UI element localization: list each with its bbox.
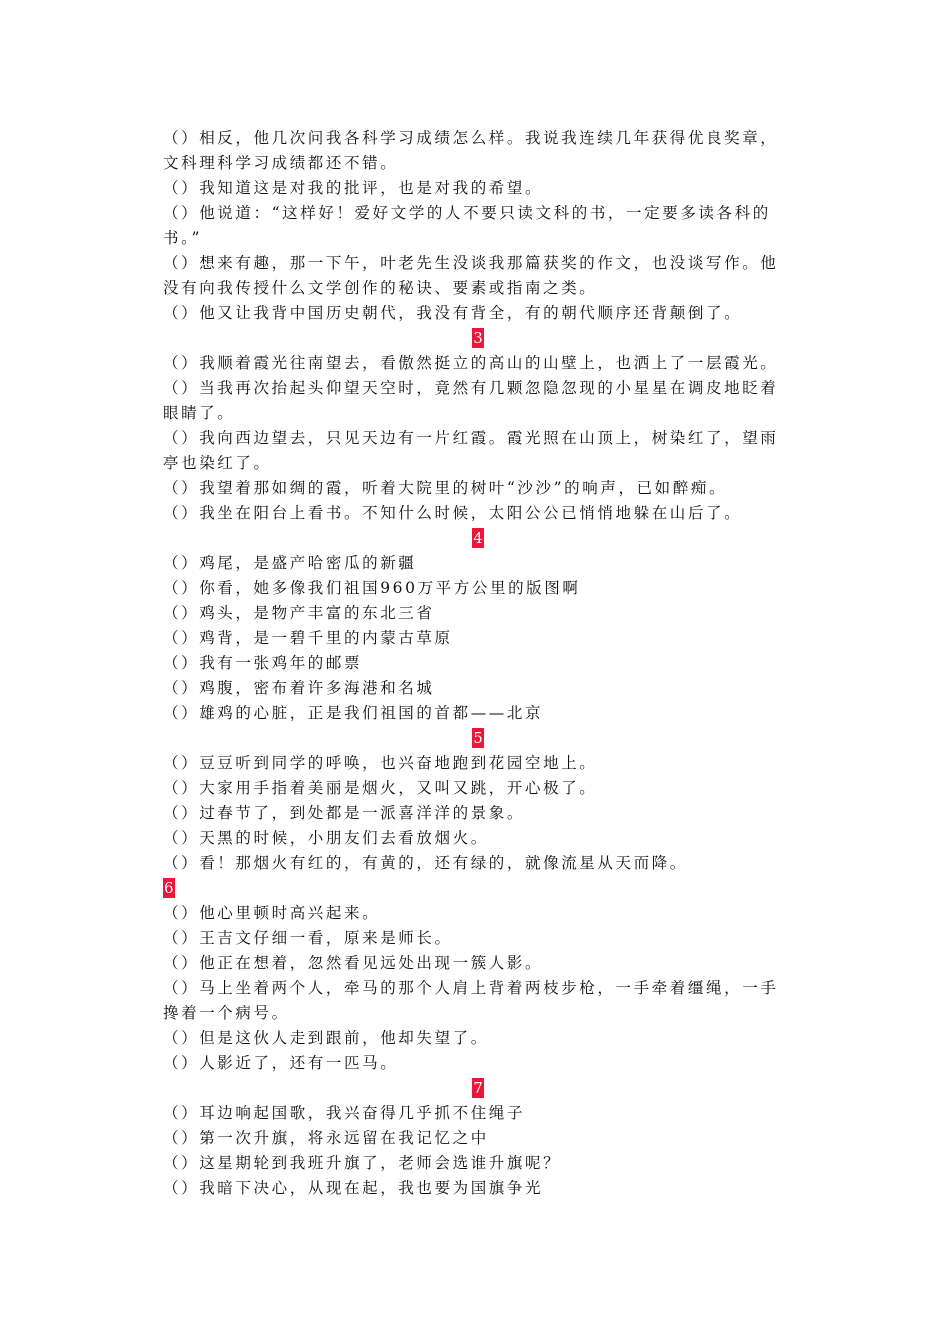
sentence-line: （）我向西边望去，只见天边有一片红霞。霞光照在山顶上，树染红了，望雨亭也染红了。 xyxy=(163,429,779,472)
sentence-line: （）过春节了，到处都是一派喜洋洋的景象。 xyxy=(163,804,526,822)
section-number-5: 5 xyxy=(473,729,483,747)
sentence-line: （）我知道这是对我的批评，也是对我的希望。 xyxy=(163,179,544,197)
sentence-line: （）大家用手指着美丽是烟火，又叫又跳，开心极了。 xyxy=(163,779,598,797)
section-number-6: 6 xyxy=(164,879,174,897)
sentence-line: （）第一次升旗，将永远留在我记忆之中 xyxy=(163,1129,489,1147)
sentence-line: （）我顺着霞光往南望去，看傲然挺立的高山的山壁上，也洒上了一层霞光。 xyxy=(163,354,779,372)
section-number-row xyxy=(163,526,793,551)
section-number-row xyxy=(163,1076,793,1101)
section-number-row xyxy=(163,876,793,901)
sentence-line: （）王吉文仔细一看，原来是师长。 xyxy=(163,929,453,947)
sentence-line: （）天黑的时候，小朋友们去看放烟火。 xyxy=(163,829,489,847)
sentence-line: （）当我再次抬起头仰望天空时，竟然有几颗忽隐忽现的小星星在调皮地眨着眼睛了。 xyxy=(163,379,779,422)
sentence-line: （）这星期轮到我班升旗了，老师会选谁升旗呢？ xyxy=(163,1154,562,1172)
sentence-line: （）他正在想着，忽然看见远处出现一簇人影。 xyxy=(163,954,544,972)
section-number-row xyxy=(163,326,793,351)
section-number-4: 4 xyxy=(473,529,483,547)
sentence-line: （）鸡腹，密布着许多海港和名城 xyxy=(163,679,435,697)
sentence-line: （）雄鸡的心脏，正是我们祖国的首都——北京 xyxy=(163,704,544,722)
sentence-line: （）他说道：“这样好！爱好文学的人不要只读文科的书，一定要多读各科的书。” xyxy=(163,204,771,247)
section-number-3: 3 xyxy=(473,329,483,347)
exercise-content xyxy=(163,126,793,1201)
sentence-line: （）我望着那如绸的霞，听着大院里的树叶“沙沙”的响声，已如醉痴。 xyxy=(163,479,728,497)
sentence-line: （）但是这伙人走到跟前，他却失望了。 xyxy=(163,1029,489,1047)
sentence-line: （）他又让我背中国历史朝代，我没有背全，有的朝代顺序还背颠倒了。 xyxy=(163,304,743,322)
sentence-line: （）豆豆听到同学的呼唤，也兴奋地跑到花园空地上。 xyxy=(163,754,598,772)
sentence-line: （）看！那烟火有红的，有黄的，还有绿的，就像流星从天而降。 xyxy=(163,854,688,872)
sentence-line: （）我暗下决心，从现在起，我也要为国旗争光 xyxy=(163,1179,544,1197)
sentence-line: （）他心里顿时高兴起来。 xyxy=(163,904,381,922)
sentence-line: （）我有一张鸡年的邮票 xyxy=(163,654,363,672)
sentence-line: （）人影近了，还有一匹马。 xyxy=(163,1054,399,1072)
sentence-line: （）你看，她多像我们祖国960万平方公里的版图啊 xyxy=(163,579,581,597)
sentence-line: （）相反，他几次问我各科学习成绩怎么样。我说我连续几年获得优良奖章，文科理科学习成绩都还不错。 xyxy=(163,129,779,172)
sentence-line: （）鸡头，是物产丰富的东北三省 xyxy=(163,604,435,622)
sentence-line: （）鸡尾，是盛产哈密瓜的新疆 xyxy=(163,554,417,572)
sentence-line: （）想来有趣，那一下午，叶老先生没谈我那篇获奖的作文，也没谈写作。他没有向我传授什么文学创作的秘诀、要素或指南之类。 xyxy=(163,254,779,297)
section-number-7: 7 xyxy=(473,1079,483,1097)
sentence-line: （）我坐在阳台上看书。不知什么时候，太阳公公已悄悄地躲在山后了。 xyxy=(163,504,743,522)
sentence-line: （）鸡背，是一碧千里的内蒙古草原 xyxy=(163,629,453,647)
sentence-line: （）马上坐着两个人，牵马的那个人肩上背着两枝步枪，一手牵着缰绳，一手搀着一个病号。 xyxy=(163,979,779,1022)
section-number-row xyxy=(163,726,793,751)
sentence-line: （）耳边响起国歌，我兴奋得几乎抓不住绳子 xyxy=(163,1104,526,1122)
